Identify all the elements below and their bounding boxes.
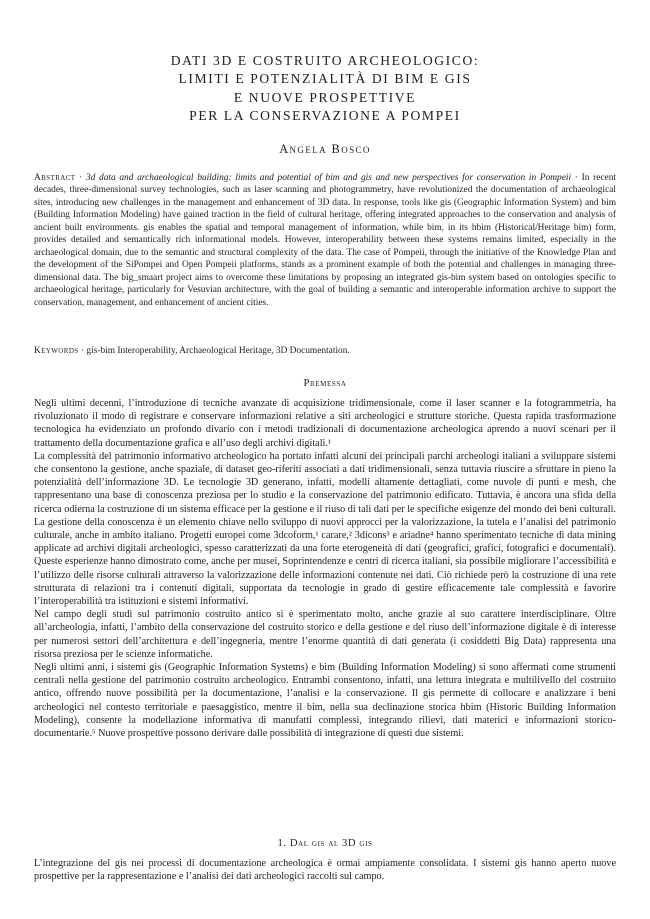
abstract-text: · In recent decades, three-dimensional survey technologies, such as laser scanning and photogrammetry, have revolutionized the documentation of archaeological sites, introducing new challenges in the management and enhancement of 3D data. In response, tools like gis (Geographic Information System) and bim (Building Information Modeling) have gained traction in the field of cultural heritage, offering integrated approaches to the conservation and analysis of ancient built environments. gis enables the spatial and temporal management of information, while bim, in its hbim (Historical/Heritage bim) form, provides detailed and semantically rich informational models. However, interoperability between these systems remains limited, especially in the archaeological domain, due to the semantic and structural complexity of the data. The case of Pompeii, through the initiative of the Knowledge Plan and the development of the SiPompei and Open Pompeii platforms, stands as a prominent example of both the potential and challenges in managing three-dimensional data. The big_smaart project aims to overcome these limitations by proposing an integrated gis-bim system based on ontologies specific to archaeological heritage, particularly for Vesuvian architecture, with the goal of building a semantic and interoperable information archive to support the conservation, management, and enhancement of ancient cities.: [34, 173, 616, 308]
title-line: E NUOVE PROSPETTIVE: [233, 89, 417, 105]
section-body-dal-gis: [34, 857, 616, 883]
article-title: [0, 52, 650, 126]
body-paragraph: Negli ultimi anni, i sistemi gis (Geographic Information Systems) e bim (Building Information Modeling) si sono affermati come strumenti centrali nella gestione del patrimonio costruito archeologico. Entrambi consentono, infatti, una lettura integrata e multilivello del costruito antico, offrendo nuove possibilità per la documentazione, l’analisi e la conservazione. Il gis permette di collocare e analizzare i beni archeologici nel contesto territoriale e paesaggistico, mentre il bim, nella sua declinazione storica hbim (Historic Building Information Modeling), consente la modellazione informativa di manufatti complessi, integrando rilievi, dati materici e informazioni storico-documentarie.⁵ Nuove prospettive possono derivare dalle possibilità di integrazione di questi due sistemi.: [34, 662, 616, 740]
title-line: PER LA CONSERVAZIONE A POMPEI: [189, 108, 461, 124]
section-heading-premessa: Premessa: [303, 378, 347, 389]
abstract-title: 3d data and archaeological building: limits and potential of bim and gis and new perspectives for conservation in Pompeii: [85, 173, 572, 183]
title-line: DATI 3D E COSTRUITO ARCHEOLOGICO:: [170, 53, 480, 68]
body-paragraph: La gestione della conoscenza è un elemento chiave nello sviluppo di nuovi approcci per la valorizzazione, la tutela e l’analisi del patrimonio culturale, anche in ambito italiano. Progetti europei come 3dcoform,¹ carare,² 3dicons³ e ariadne⁴ hanno sperimentato tecniche di data mining applicate ad archivi digitali archeologici, spesso caratterizzati da una forte eterogeneità di dati (geografici, grafici, fotografici e documentali). Queste esperienze hanno dimostrato come, anche per musei, Soprintendenze e centri di ricerca italiani, sia possibile migliorare l’accessibilità e l’utilizzo delle risorse culturali attraverso la valorizzazione delle informazioni contenute nei dati. Ciò richiede però la costruzione di una rete strutturata di relazioni tra i contenuti digitali, supportata da tecnologie in grado di gestire efficacemente tale complessità e favorire l’interoperabilità tra istituzioni e sistemi informativi.: [34, 516, 616, 608]
keywords: [34, 345, 616, 357]
keywords-label: Keywords: [34, 346, 79, 356]
section-body-premessa: [34, 397, 616, 740]
keywords-text: · gis-bim Interoperability, Archaeological Heritage, 3D Documentation.: [78, 346, 350, 356]
body-paragraph: Nel campo degli studi sul patrimonio costruito antico si è sperimentato molto, anche grazie al suo carattere interdisciplinare. Oltre all’archeologia, infatti, l’ambito della conservazione del costruito storico e della gestione e del riuso dell’informazione digitale è di interesse per numerosi settori dell’architettura e dell’ingegneria, mentre l’enorme quantità di dati generata (i cosiddetti Big Data) rappresenta una risorsa preziosa per le scienze informatiche.: [34, 609, 616, 660]
body-paragraph: Negli ultimi decenni, l’introduzione di tecniche avanzate di acquisizione tridimensionale, come il laser scanner e la fotogrammetria, ha rivoluzionato il modo di registrare e conservare informazioni relative a siti archeologici e strutture storiche. Questa rapida trasformazione tecnologica ha evidenziato un profondo divario con i metodi tradizionali di documentazione archeologica aprendo a nuovi scenari per il trattamento della documentazione grafica e all’uso degli archivi digitali.¹: [34, 398, 616, 449]
title-line: LIMITI E POTENZIALITÀ DI BIM E GIS: [178, 71, 472, 87]
abstract-separator: ·: [75, 173, 86, 183]
abstract-label: Abstract: [34, 173, 76, 183]
author-name: Angela Bosco: [279, 142, 371, 156]
body-paragraph: L’integrazione del gis nei processi di documentazione archeologica è ormai ampiamente consolidata. I sistemi gis hanno aperto nuove prospettive per la rappresentazione e l’analisi dei dati archeologici raccolti sul campo.: [34, 858, 616, 883]
abstract: [34, 172, 616, 309]
body-paragraph: La complessità del patrimonio informativo archeologico ha portato infatti alcuni dei principali parchi archeologi italiani a sviluppare sistemi che consentono la gestione, anche spaziale, di dataset geo-riferiti associati a dati tridimensionali, senza tuttavia riuscire a sfruttare in pieno la potenzialità dell’informazione 3D. Le tecnologie 3D generano, infatti, modelli altamente dettagliati, come nuvole di punti e mesh, che rappresentano una base di conoscenza preziosa per lo studio e la conservazione del patrimonio edificato. Tuttavia, è ancora una sfida della ricerca odierna la costruzione di un sistema efficace per la gestione e il riuso di tali dati per le specifiche esigenze del mondo dei beni culturali.: [34, 450, 616, 515]
section-heading-dal-gis: 1. Dal gis al 3D gis: [277, 838, 373, 849]
